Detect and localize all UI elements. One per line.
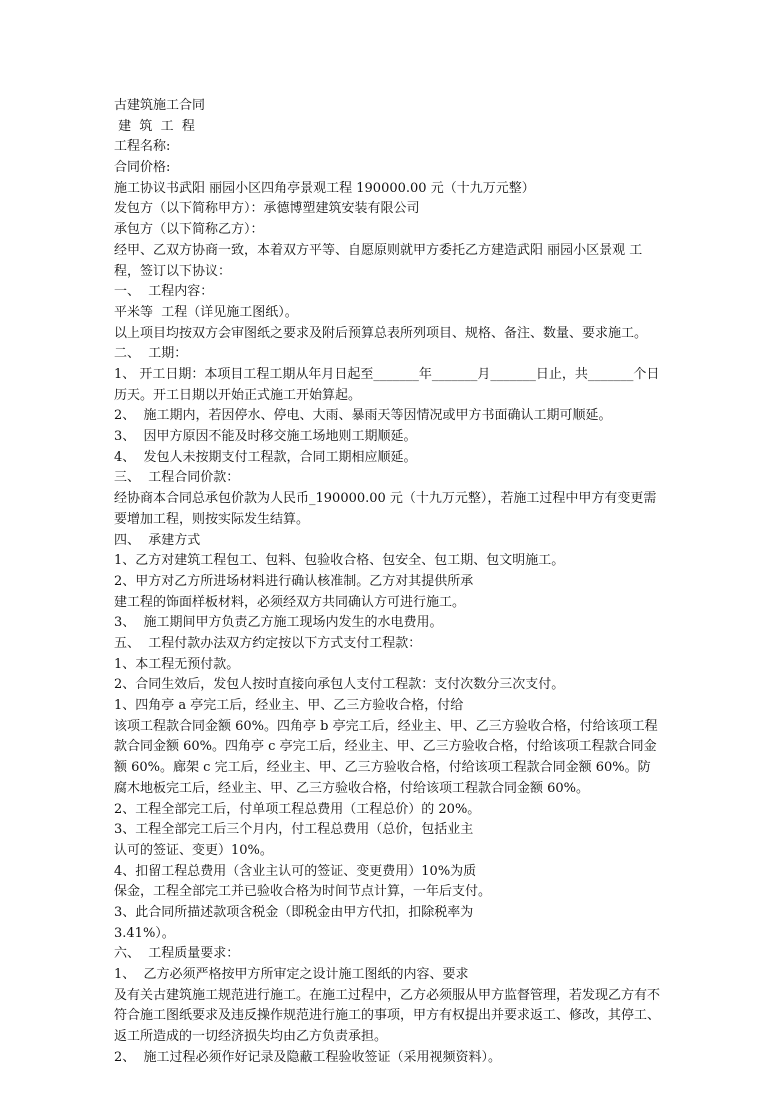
section-6-item-1b: 及有关古建筑施工规范进行施工。在施工过程中，乙方必须服从甲方监督管理，若发现乙方有不符合施工图纸要求及违反操作规范进行施工的事项，甲方有权提出并要求返工、修改，其停工、返工所造成的一切经济损失均由乙方负责承担。 bbox=[114, 987, 661, 1045]
section-6-item-1a: 1、 乙方必须严格按甲方所审定之设计施工图纸的内容、要求 bbox=[114, 967, 469, 983]
section-3-paragraph: 经协商本合同总承包价款为人民币_190000.00 元（十九万元整），若施工过程中甲方有变更需要增加工程，则按实际发生结算。 bbox=[114, 491, 657, 527]
section-4-item-2a: 2、甲方对乙方所进场材料进行确认核准制。乙方对其提供所承 bbox=[114, 573, 474, 589]
section-2-title: 二、 工期： bbox=[114, 346, 188, 362]
section-2-item-4: 4、 发包人未按期支付工程款，合同工期相应顺延。 bbox=[114, 449, 417, 465]
section-5-title: 五、 工程付款办法双方约定按以下方式支付工程款： bbox=[114, 635, 422, 651]
section-2-item-2: 2、 施工期内，若因停水、停电、大雨、暴雨天等因情况或甲方书面确认工期可顺延。 bbox=[114, 408, 612, 424]
contract-price-label: 合同价格: bbox=[114, 160, 171, 176]
section-5-item-5b: 认可的签证、变更）10%。 bbox=[114, 842, 273, 858]
section-5-item-6b: 保金，工程全部完工并已验收合格为时间节点计算，一年后支付。 bbox=[114, 884, 492, 900]
section-2-item-1: 1、 开工日期：本项目工程工期从年月日起至_______年_______月_______日止，共_______个日历天。开工日期以开始正式施工开始算起。 bbox=[114, 366, 660, 403]
section-4-item-3: 3、 施工期间甲方负责乙方施工现场内发生的水电费用。 bbox=[114, 615, 443, 631]
preamble-paragraph: 经甲、乙双方协商一致，本着双方平等、自愿原则就甲方委托乙方建造武阳 丽园小区景观 工程，签订以下协议： bbox=[114, 242, 643, 279]
section-5-item-7a: 3、此合同所描述款项含税金（即税金由甲方代扣，扣除税率为 bbox=[114, 904, 474, 920]
contract-body bbox=[114, 96, 662, 1069]
section-5-item-2: 2、合同生效后，发包人按时直接向承包人支付工程款：支付次数分三次支付。 bbox=[114, 677, 565, 693]
section-4-title: 四、 承建方式 bbox=[114, 532, 201, 548]
project-name-label: 工程名称: bbox=[114, 139, 171, 155]
section-1-paragraph-1: 平米等 工程（详见施工图纸）。 bbox=[114, 304, 298, 320]
section-5-item-4: 2、工程全部完工后，付单项工程总费用（工程总价）的 20%。 bbox=[114, 801, 481, 817]
section-5-item-5a: 3、工程全部完工后三个月内，付工程总费用（总价，包括业主 bbox=[114, 822, 474, 838]
section-5-item-6a: 4、扣留工程总费用（含业主认可的签证、变更费用）10%为质 bbox=[114, 863, 477, 879]
intro-line: 施工协议书武阳 丽园小区四角亭景观工程 190000.00 元（十九万元整） bbox=[114, 180, 535, 196]
party-b-line: 承包方（以下简称乙方）： bbox=[114, 222, 264, 238]
section-3-title: 三、 工程合同价款： bbox=[114, 470, 240, 486]
section-1-title: 一、 工程内容： bbox=[114, 284, 214, 300]
section-5-item-3a: 1、四角亭 a 亭完工后，经业主、甲、乙三方验收合格，付给 bbox=[114, 698, 464, 714]
section-6-title: 六、 工程质量要求： bbox=[114, 946, 240, 962]
section-5-item-1: 1、本工程无预付款。 bbox=[114, 656, 240, 672]
section-5-item-7b: 3.41%）。 bbox=[114, 925, 175, 941]
section-4-item-1: 1、乙方对建筑工程包工、包料、包验收合格、包安全、包工期、包文明施工。 bbox=[114, 553, 565, 569]
section-4-item-2b: 建工程的饰面样板材料，必须经双方共同确认方可进行施工。 bbox=[114, 594, 466, 610]
party-a-line: 发包方（以下简称甲方）：承德博塑建筑安装有限公司 bbox=[114, 201, 420, 217]
doc-subtitle: 建 筑 工 程 bbox=[114, 118, 195, 134]
section-1-paragraph-2: 以上项目均按双方会审图纸之要求及附后预算总表所列项目、规格、备注、数量、要求施工。 bbox=[114, 325, 648, 341]
section-2-item-3: 3、 因甲方原因不能及时移交施工场地则工期顺延。 bbox=[114, 429, 417, 445]
doc-title: 古建筑施工合同 bbox=[114, 98, 206, 113]
section-6-item-2: 2、 施工过程必须作好记录及隐蔽工程验收签证（采用视频资料）。 bbox=[114, 1049, 502, 1065]
section-5-item-3b: 该项工程款合同金额 60%。四角亭 b 亭完工后，经业主、甲、乙三方验收合格，付给该项工程款合同金额 60%。四角亭 c 亭完工后，经业主、甲、乙三方验收合格，付给该项工程款合同金额 60%。廊架 c 完工后，经业主、甲、乙三方验收合格，付给该项工程款合同金额 60%。防腐木地板完工后，经业主、甲、乙三方验收合格，付给该项工程款合同金额 60%。 bbox=[114, 718, 658, 796]
